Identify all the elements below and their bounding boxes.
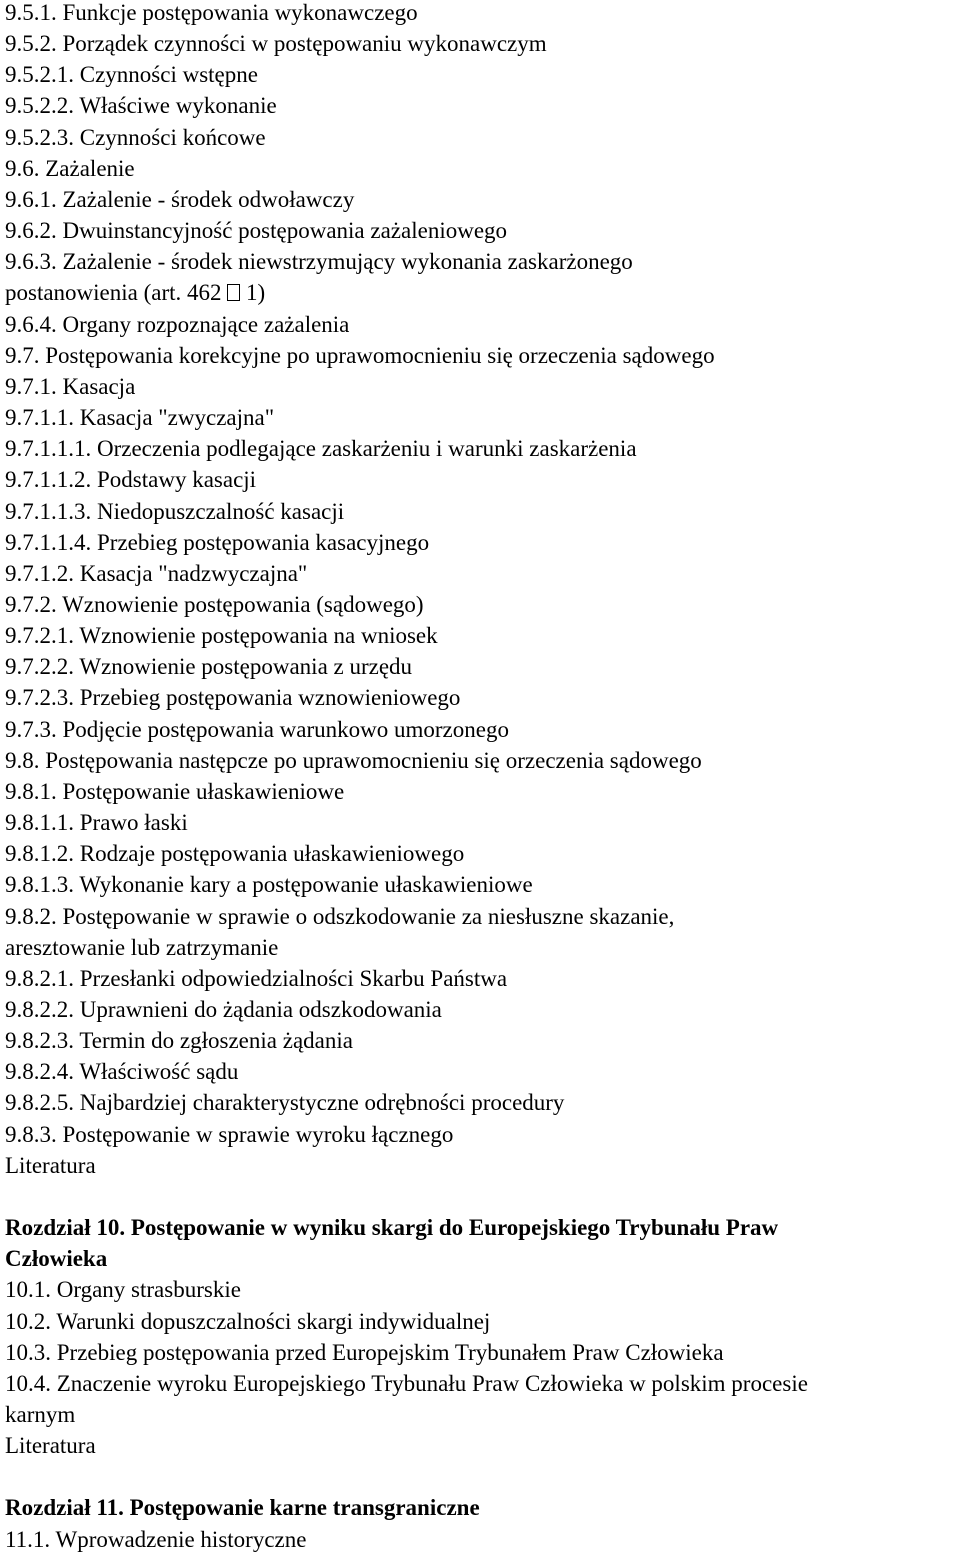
chapter-heading: Rozdział 10. Postępowanie w wyniku skargi do Europejskiego Trybunału Praw <box>5 1215 779 1241</box>
toc-line: 9.6. Zażalenie <box>5 155 135 181</box>
toc-line: 9.7.2. Wznowienie postępowania (sądowego) <box>5 591 424 617</box>
toc-line: 9.7.1.1.4. Przebieg postępowania kasacyjnego <box>5 529 430 555</box>
toc-line: 9.7.2.3. Przebieg postępowania wznowieniowego <box>5 685 461 711</box>
toc-line: 9.6.2. Dwuinstancyjność postępowania zażaleniowego <box>5 218 508 244</box>
toc-line: 9.7.1.1.3. Niedopuszczalność kasacji <box>5 498 345 524</box>
toc-line: 9.7.2.2. Wznowienie postępowania z urzędu <box>5 654 413 680</box>
toc-line: aresztowanie lub zatrzymanie <box>5 934 279 960</box>
toc-line: 11.1. Wprowadzenie historyczne <box>5 1526 307 1552</box>
toc-line: 9.5.2.2. Właściwe wykonanie <box>5 93 277 119</box>
toc-line: 9.8.1.2. Rodzaje postępowania ułaskawieniowego <box>5 841 465 867</box>
toc-line: 9.7.1.1.2. Podstawy kasacji <box>5 467 257 493</box>
chapter-heading: Rozdział 11. Postępowanie karne transgraniczne <box>5 1495 480 1521</box>
toc-line: Literatura <box>5 1152 96 1178</box>
toc-line: 10.2. Warunki dopuszczalności skargi indywidualnej <box>5 1308 491 1334</box>
toc-line: 9.8.2.5. Najbardziej charakterystyczne odrębności procedury <box>5 1090 565 1116</box>
toc-line: 9.5.2.1. Czynności wstępne <box>5 62 258 88</box>
toc-line: 9.8.1.1. Prawo łaski <box>5 810 188 836</box>
document-page <box>5 0 957 1555</box>
blank-line <box>5 1461 957 1492</box>
toc-line: 9.5.1. Funkcje postępowania wykonawczego <box>5 0 418 25</box>
toc-line: 9.7.1. Kasacja <box>5 373 136 399</box>
toc-line: 9.7. Postępowania korekcyjne po uprawomocnieniu się orzeczenia sądowego <box>5 342 715 368</box>
toc-line: 9.7.2.1. Wznowienie postępowania na wniosek <box>5 623 438 649</box>
toc-line: 9.7.1.1.1. Orzeczenia podlegające zaskarżeniu i warunki zaskarżenia <box>5 436 637 462</box>
toc-line: 9.6.4. Organy rozpoznające zażalenia <box>5 311 350 337</box>
toc-line: 9.5.2. Porządek czynności w postępowaniu wykonawczym <box>5 31 547 57</box>
toc-line: karnym <box>5 1402 76 1428</box>
toc-line: 9.6.3. Zażalenie - środek niewstrzymujący wykonania zaskarżonego <box>5 249 633 275</box>
toc-line: 9.7.1.1. Kasacja "zwyczajna" <box>5 405 275 431</box>
toc-line: 9.5.2.3. Czynności końcowe <box>5 124 266 150</box>
toc-line: 9.8. Postępowania następcze po uprawomocnieniu się orzeczenia sądowego <box>5 747 702 773</box>
chapter-heading: Człowieka <box>5 1246 108 1272</box>
blank-line <box>5 1181 957 1212</box>
toc-line-text: postanowienia (art. 462 <box>5 280 228 306</box>
toc-line: 9.7.1.2. Kasacja "nadzwyczajna" <box>5 560 308 586</box>
toc-line: 9.8.1. Postępowanie ułaskawieniowe <box>5 778 345 804</box>
toc-line: 9.8.1.3. Wykonanie kary a postępowanie ułaskawieniowe <box>5 872 533 898</box>
toc-line <box>5 277 957 308</box>
toc-line: 9.6.1. Zażalenie - środek odwoławczy <box>5 186 355 212</box>
toc-line: 10.4. Znaczenie wyroku Europejskiego Trybunału Praw Człowieka w polskim procesie <box>5 1370 808 1396</box>
toc-line: 9.8.2. Postępowanie w sprawie o odszkodowanie za niesłuszne skazanie, <box>5 903 675 929</box>
toc-line: 9.7.3. Podjęcie postępowania warunkowo umorzonego <box>5 716 509 742</box>
toc-line: 9.8.2.1. Przesłanki odpowiedzialności Skarbu Państwa <box>5 965 508 991</box>
toc-line: 10.1. Organy strasburskie <box>5 1277 241 1303</box>
toc-line: 9.8.2.2. Uprawnieni do żądania odszkodowania <box>5 997 442 1022</box>
toc-line: 9.8.3. Postępowanie w sprawie wyroku łącznego <box>5 1121 454 1147</box>
toc-line: Literatura <box>5 1433 96 1459</box>
missing-glyph-icon <box>227 284 240 301</box>
toc-line: 9.8.2.4. Właściwość sądu <box>5 1059 239 1085</box>
toc-line: 9.8.2.3. Termin do zgłoszenia żądania <box>5 1028 353 1054</box>
toc-line-text: 1) <box>240 280 266 306</box>
toc-line: 10.3. Przebieg postępowania przed Europejskim Trybunałem Praw Człowieka <box>5 1339 724 1365</box>
